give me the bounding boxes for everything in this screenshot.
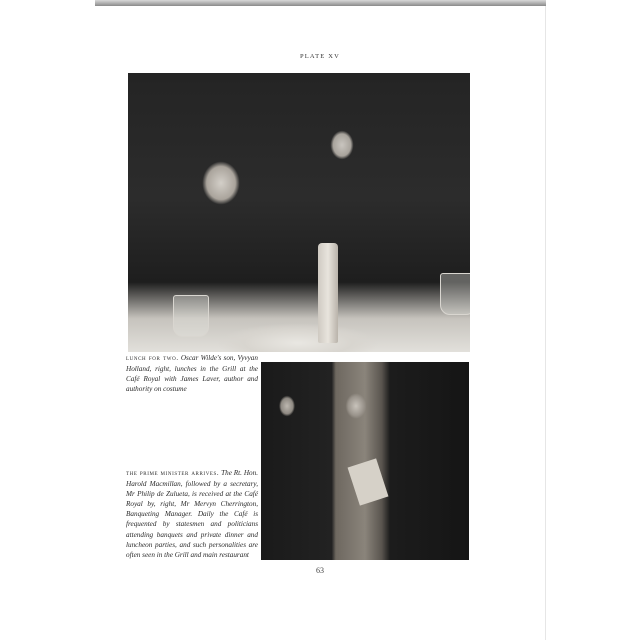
pepper-mill bbox=[318, 243, 338, 343]
plate-heading: PLATE XV bbox=[299, 53, 341, 60]
photo-prime-minister-arrives bbox=[261, 362, 469, 560]
photo-lunch-for-two bbox=[128, 73, 470, 352]
page-top-edge bbox=[95, 0, 546, 6]
caption-lead: lunch for two. bbox=[126, 355, 179, 362]
page-number: 63 bbox=[316, 566, 324, 575]
caption-lead: the prime minister arrives. bbox=[126, 470, 220, 477]
caption-prime-minister-arrives bbox=[126, 468, 258, 560]
folder bbox=[348, 458, 389, 505]
caption-lunch-for-two bbox=[126, 353, 258, 394]
wine-glass-left bbox=[173, 295, 209, 337]
wine-glass-right bbox=[440, 273, 470, 315]
caption-body: Oscar Wilde's son, Vyvyan Holland, right, lunches in the Grill at the Café Royal with James Laver, author and authority on costume bbox=[126, 354, 258, 394]
caption-body: The Rt. Hon. Harold Macmillan, followed by a secretary, Mr Philip de Zulueta, is received at the Café Royal by, right, Mr Mervyn Cherrington, Banqueting Manager. Daily the Café is frequented by statesmen and politicians attending banquets and private dinner and luncheon parties, and such personalities are often seen in the Grill and main restaurant bbox=[126, 469, 258, 559]
